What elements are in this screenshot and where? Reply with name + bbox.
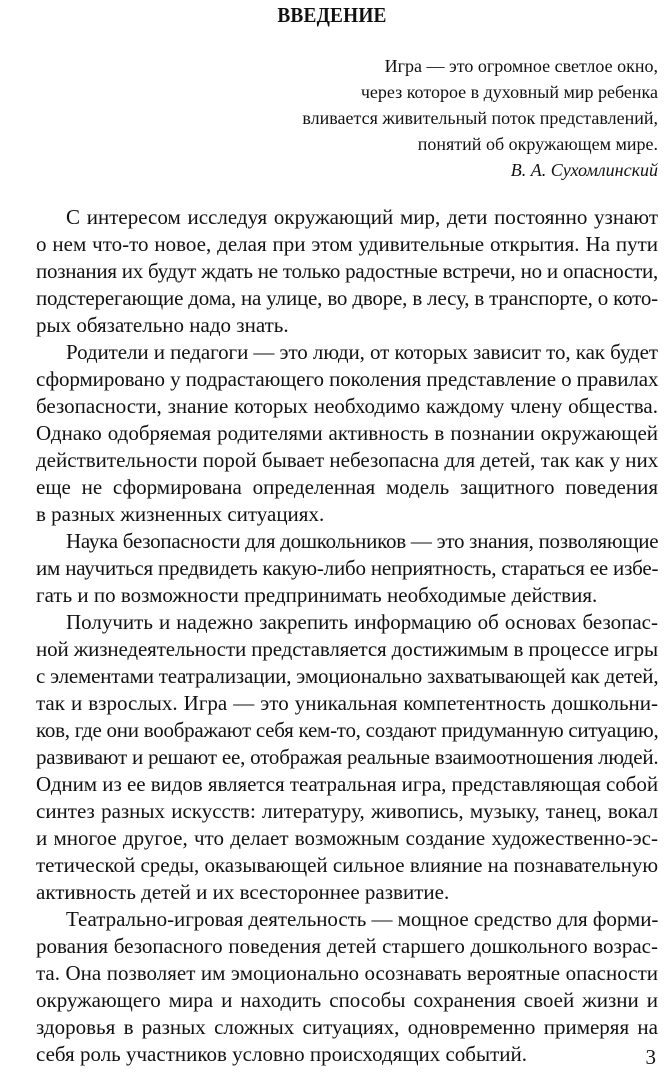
- text-line: так и взрослых. Игра — это уникальная компетентность дошкольни-: [36, 691, 658, 715]
- text-line: Родители и педагоги — это люди, от которых зависит то, как будет: [66, 340, 658, 364]
- epigraph-line: через которое в духовный мир ребенка: [360, 82, 658, 102]
- text-line: безопасности, знание которых необходимо каждому члену общества.: [36, 394, 658, 418]
- paragraph-4: [6, 609, 658, 906]
- text-line: здоровья в разных сложных ситуациях, одновременно примеряя на: [36, 1015, 658, 1039]
- paragraph-3: [6, 528, 658, 609]
- paragraph-5: [6, 906, 658, 1068]
- text-line: себя роль участников условно происходящих событий.: [36, 1042, 527, 1066]
- text-line: окружающего мира и находить способы сохранения своей жизни и: [36, 988, 658, 1012]
- body-text: [6, 204, 658, 1068]
- text-line: ной жизнедеятельности представляется достижимым в процессе игры: [36, 637, 658, 661]
- text-line: активность детей и их всестороннее развитие.: [36, 880, 450, 904]
- paragraph-2: [6, 339, 658, 528]
- epigraph-line: вливается живительный поток представлений,: [302, 108, 658, 128]
- text-line: рования безопасного поведения детей старшего дошкольного возрас-: [36, 934, 658, 958]
- text-line: и многое другое, что делает возможным создание художественно-эс-: [36, 826, 658, 850]
- text-line: тетической среды, оказывающей сильное влияние на познавательную: [36, 853, 658, 877]
- epigraph-author: В. А. Сухомлинский: [510, 160, 658, 180]
- text-line: с элементами театрализации, эмоционально захватывающей как детей,: [36, 664, 659, 688]
- text-line: синтез разных искусств: литературу, живопись, музыку, танец, вокал: [36, 799, 658, 823]
- epigraph: [238, 53, 658, 183]
- text-line: действительности порой бывает небезопасна для детей, так как у них: [36, 448, 659, 472]
- text-line: рых обязательно надо знать.: [36, 313, 289, 337]
- paragraph-1: [6, 204, 658, 339]
- text-line: развивают и решают ее, отображая реальные взаимоотношения людей.: [36, 745, 659, 769]
- chapter-title: ВВЕДЕНИЕ: [277, 3, 387, 27]
- text-line: та. Она позволяет им эмоционально осознавать вероятные опасности: [36, 961, 658, 985]
- text-line: Театрально-игровая деятельность — мощное средство для форми-: [66, 907, 659, 931]
- text-line: им научиться предвидеть какую-либо неприятность, стараться ее избе-: [36, 556, 659, 580]
- text-line: Одним из ее видов является театральная игра, представляющая собой: [36, 772, 658, 796]
- text-line: о нем что-то новое, делая при этом удивительные открытия. На пути: [36, 232, 658, 256]
- text-line: Наука безопасности для дошкольников — это знания, позволяющие: [66, 529, 659, 553]
- text-line: Получить и надежно закрепить информацию об основах безопас-: [66, 610, 658, 634]
- text-line: сформировано у подрастающего поколения представление о правилах: [36, 367, 659, 391]
- text-line: С интересом исследуя окружающий мир, дети постоянно узнают: [66, 205, 658, 229]
- text-line: еще не сформирована определенная модель защитного поведения: [36, 475, 658, 499]
- text-line: Однако одобряемая родителями активность в познании окружающей: [36, 421, 658, 445]
- text-line: ков, где они воображают себя кем-то, создают придуманную ситуацию,: [36, 718, 659, 742]
- text-line: познания их будут ждать не только радостные встречи, но и опасности,: [36, 259, 658, 283]
- epigraph-line: Игра — это огромное светлое окно,: [384, 56, 658, 76]
- text-line: гать и по возможности предпринимать необходимые действия.: [36, 583, 598, 607]
- text-line: подстерегающие дома, на улице, во дворе, в лесу, в транспорте, о кото-: [36, 286, 658, 310]
- epigraph-line: понятий об окружающем мире.: [417, 134, 658, 154]
- text-line: в разных жизненных ситуациях.: [36, 502, 325, 526]
- page-number: 3: [645, 1045, 656, 1069]
